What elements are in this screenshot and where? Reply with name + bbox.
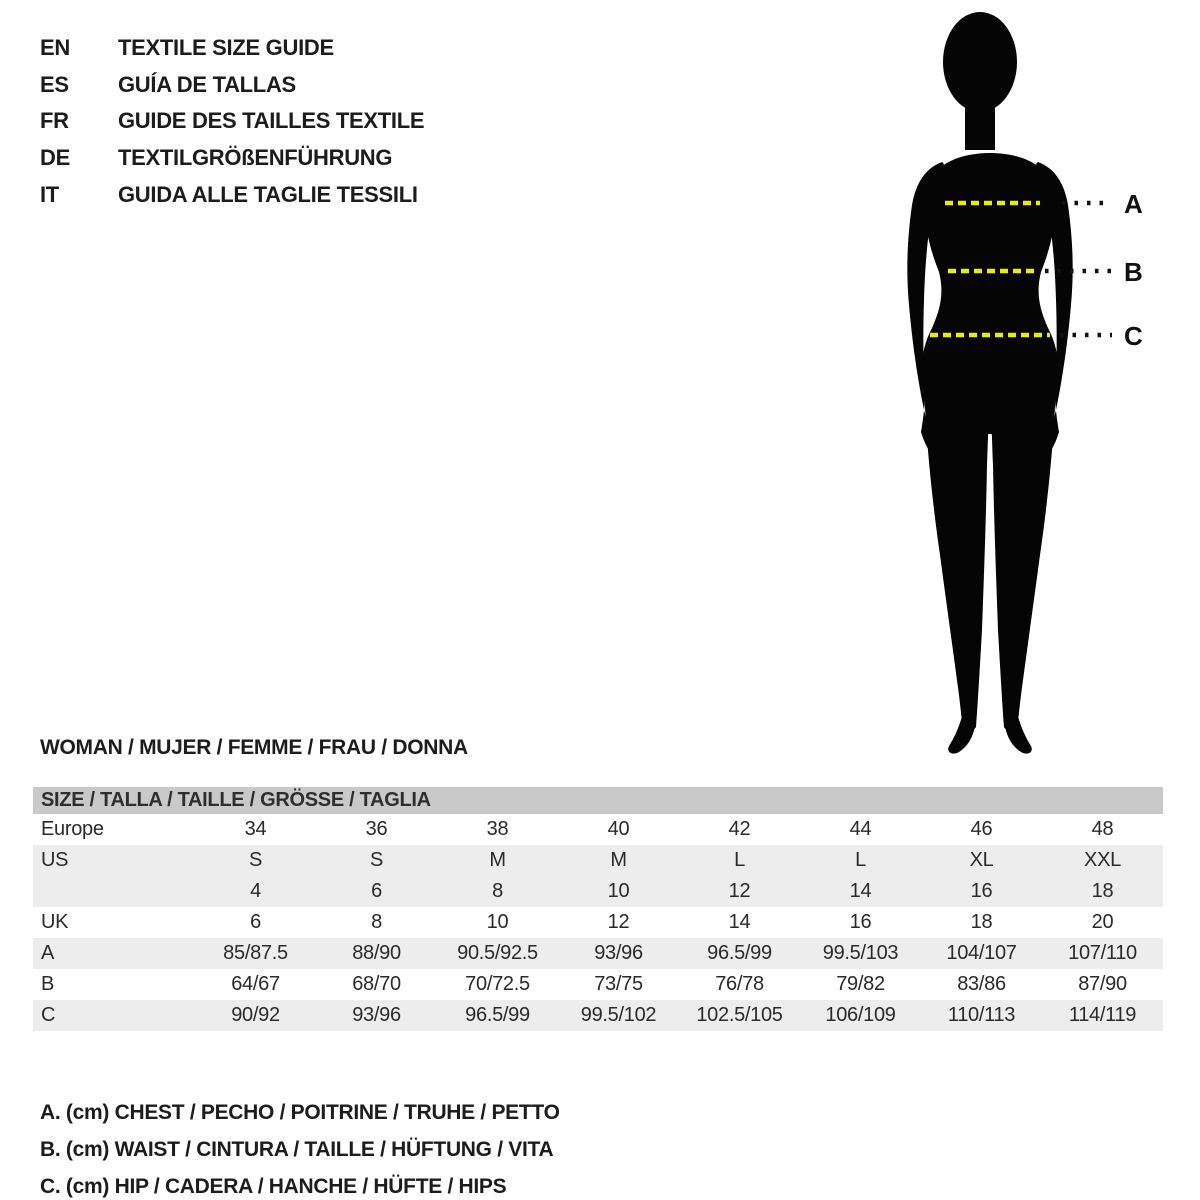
language-title-row — [40, 140, 424, 177]
language-title-row — [40, 176, 424, 213]
table-cell: 99.5/103 — [822, 942, 899, 964]
table-cell: 12 — [607, 911, 630, 933]
table-cell: 6 — [250, 911, 261, 933]
table-cell: 99.5/102 — [580, 1004, 657, 1026]
guide-title-text: GUIDA ALLE TAGLIE TESSILI — [118, 181, 418, 207]
table-cell: 64/67 — [231, 973, 280, 995]
woman-silhouette-figure — [860, 0, 1200, 770]
silhouette-neck — [965, 88, 995, 150]
size-table-header: SIZE / TALLA / TAILLE / GRÖSSE / TAGLIA — [33, 787, 1163, 814]
table-cell: 40 — [607, 818, 630, 840]
table-row — [33, 1000, 1163, 1031]
table-row — [33, 969, 1163, 1000]
table-cell: L — [855, 849, 866, 871]
table-cell: 8 — [492, 880, 503, 902]
table-cell: M — [610, 849, 627, 871]
legend-row: C. (cm) HIP / CADERA / HANCHE / HÜFTE / HIPS — [40, 1174, 507, 1198]
table-cell: 87/90 — [1078, 973, 1127, 995]
table-cell: 114/119 — [1068, 1004, 1137, 1026]
table-cell: 18 — [1091, 880, 1114, 902]
table-cell: L — [734, 849, 745, 871]
table-cell: 14 — [849, 880, 872, 902]
table-row — [33, 938, 1163, 969]
table-cell: 76/78 — [715, 973, 764, 995]
legend-row: A. (cm) CHEST / PECHO / POITRINE / TRUHE / PETTO — [40, 1100, 560, 1124]
guide-title-text: GUÍA DE TALLAS — [118, 71, 296, 97]
table-cell: S — [248, 849, 263, 871]
table-row-label: A — [41, 942, 55, 964]
table-cell: 104/107 — [946, 942, 1017, 964]
table-cell: S — [369, 849, 384, 871]
table-cell: 42 — [728, 818, 751, 840]
table-cell: 70/72.5 — [465, 973, 530, 995]
language-title-list — [40, 30, 424, 213]
legend-row: B. (cm) WAIST / CINTURA / TAILLE / HÜFTUNG / VITA — [40, 1137, 554, 1161]
hip-line-label: C — [1124, 321, 1143, 351]
lang-code: DE — [40, 145, 70, 171]
table-row — [33, 814, 1163, 845]
table-cell: 46 — [970, 818, 993, 840]
chest-line-label: A — [1124, 189, 1143, 219]
lang-code: IT — [40, 181, 59, 207]
table-row — [33, 876, 1163, 907]
table-cell: 48 — [1091, 818, 1114, 840]
table-cell: 8 — [371, 911, 382, 933]
table-cell: 102.5/105 — [696, 1004, 783, 1026]
lang-code: FR — [40, 108, 69, 134]
table-cell: 16 — [849, 911, 872, 933]
table-cell: 10 — [486, 911, 509, 933]
section-heading: WOMAN / MUJER / FEMME / FRAU / DONNA — [40, 736, 468, 759]
table-cell: 44 — [849, 818, 872, 840]
table-cell: 110/113 — [947, 1004, 1016, 1026]
table-cell: 34 — [244, 818, 267, 840]
table-cell: 90/92 — [231, 1004, 280, 1026]
table-cell: M — [489, 849, 506, 871]
table-cell: 96.5/99 — [707, 942, 772, 964]
guide-title-text: TEXTILE SIZE GUIDE — [118, 35, 334, 61]
size-table-body — [33, 814, 1163, 1031]
language-title-row — [40, 30, 424, 67]
silhouette-torso — [921, 153, 1058, 434]
table-cell: 79/82 — [836, 973, 885, 995]
table-cell: 106/109 — [825, 1004, 896, 1026]
table-cell: 18 — [970, 911, 993, 933]
table-cell: 88/90 — [352, 942, 401, 964]
table-cell: 73/75 — [594, 973, 643, 995]
table-cell: 93/96 — [352, 1004, 401, 1026]
table-cell: 14 — [728, 911, 751, 933]
lang-code: EN — [40, 35, 70, 61]
table-row-label: C — [41, 1004, 56, 1026]
table-cell: 38 — [486, 818, 509, 840]
lang-code: ES — [40, 71, 69, 97]
silhouette-right-foot — [1005, 713, 1032, 754]
table-cell: 20 — [1091, 911, 1114, 933]
table-row — [33, 845, 1163, 876]
table-cell: 96.5/99 — [465, 1004, 530, 1026]
silhouette-right-leg — [991, 385, 1056, 731]
table-row-label: Europe — [41, 818, 104, 840]
table-cell: 83/86 — [957, 973, 1006, 995]
silhouette-left-foot — [948, 713, 975, 754]
table-cell: XL — [969, 849, 994, 871]
table-cell: 4 — [250, 880, 261, 902]
table-cell: XXL — [1084, 849, 1121, 871]
measure-legend — [40, 1094, 560, 1200]
table-cell: 12 — [728, 880, 751, 902]
table-cell: 36 — [365, 818, 388, 840]
table-cell: 10 — [607, 880, 630, 902]
language-title-row — [40, 103, 424, 140]
table-row-label: US — [41, 849, 69, 871]
guide-title-text: TEXTILGRÖßENFÜHRUNG — [118, 145, 393, 171]
table-cell: 107/110 — [1068, 942, 1137, 964]
table-row-label: B — [41, 973, 55, 995]
woman-silhouette — [907, 12, 1072, 754]
table-row-label: UK — [41, 911, 69, 933]
table-cell: 90.5/92.5 — [457, 942, 538, 964]
table-cell: 68/70 — [352, 973, 401, 995]
table-cell: 85/87.5 — [223, 942, 288, 964]
waist-line-label: B — [1124, 257, 1143, 287]
guide-title-text: GUIDE DES TAILLES TEXTILE — [118, 108, 425, 134]
table-cell: 93/96 — [594, 942, 643, 964]
language-title-row — [40, 67, 424, 104]
table-cell: 6 — [371, 880, 382, 902]
size-table — [33, 787, 1163, 1031]
silhouette-left-leg — [924, 385, 989, 731]
table-cell: 16 — [970, 880, 993, 902]
table-row — [33, 907, 1163, 938]
